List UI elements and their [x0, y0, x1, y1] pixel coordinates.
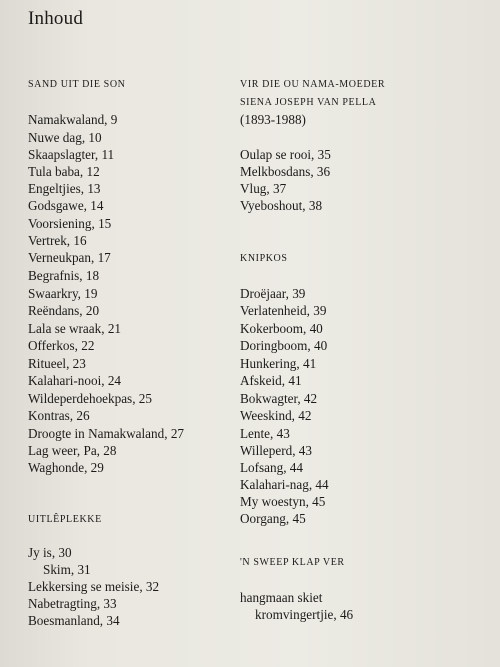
- toc-entry: My woestyn, 45: [240, 494, 326, 509]
- section-heading-knipkos: KNIPKOS: [240, 253, 288, 264]
- toc-entry: Kontras, 26: [28, 408, 90, 423]
- page-title: Inhoud: [28, 8, 84, 29]
- toc-entry: Oulap se rooi, 35: [240, 147, 331, 162]
- toc-entry: Swaarkry, 19: [28, 286, 98, 301]
- toc-entry: Vertrek, 16: [28, 233, 87, 248]
- toc-entry: Kalahari-nag, 44: [240, 477, 329, 492]
- toc-entry: Lekkersing se meisie, 32: [28, 579, 160, 594]
- toc-entry: Godsgawe, 14: [28, 198, 104, 213]
- toc-entry: Bokwagter, 42: [240, 391, 318, 406]
- toc-entry: Engeltjies, 13: [28, 181, 101, 196]
- toc-entry: Afskeid, 41: [240, 373, 302, 388]
- toc-entry: Tula baba, 12: [28, 164, 100, 179]
- toc-entry: kromvingertjie, 46: [255, 607, 354, 622]
- dedication-years: (1893-1988): [240, 112, 306, 127]
- toc-entry: Willeperd, 43: [240, 443, 312, 458]
- toc-entry: Verneukpan, 17: [28, 250, 111, 265]
- toc-entry: Nuwe dag, 10: [28, 130, 102, 145]
- toc-entry: Begrafnis, 18: [28, 268, 100, 283]
- toc-entry: Boesmanland, 34: [28, 613, 120, 628]
- toc-entry: Droogte in Namakwaland, 27: [28, 426, 185, 441]
- toc-entry: Hunkering, 41: [240, 356, 317, 371]
- toc-entry: hangmaan skiet: [240, 590, 323, 605]
- toc-entry: Ritueel, 23: [28, 356, 86, 371]
- toc-entry: Nabetragting, 33: [28, 596, 117, 611]
- toc-entry: Vlug, 37: [240, 181, 287, 196]
- section-heading-sand-uit-die-son: SAND UIT DIE SON: [28, 79, 126, 90]
- toc-entry: Waghonde, 29: [28, 460, 104, 475]
- toc-entry: Melkbosdans, 36: [240, 164, 331, 179]
- toc-entry: Namakwaland, 9: [28, 112, 118, 127]
- toc-entry: Lag weer, Pa, 28: [28, 443, 117, 458]
- section-heading-dedication: VIR DIE OU NAMA-MOEDER: [240, 79, 386, 90]
- toc-entry: Vyeboshout, 38: [240, 198, 323, 213]
- toc-entry: Skim, 31: [43, 562, 91, 577]
- toc-entry: Verlatenheid, 39: [240, 303, 327, 318]
- toc-entry: Kokerboom, 40: [240, 321, 323, 336]
- toc-entry: Reëndans, 20: [28, 303, 100, 318]
- toc-entry: Voorsiening, 15: [28, 216, 112, 231]
- section-heading-uitleplekke: UITLÊPLEKKE: [28, 514, 102, 525]
- toc-entry: Jy is, 30: [28, 545, 72, 560]
- toc-entry: Wildeperdehoekpas, 25: [28, 391, 152, 406]
- toc-entry: Lala se wraak, 21: [28, 321, 122, 336]
- toc-entry: Weeskind, 42: [240, 408, 312, 423]
- toc-entry: Droëjaar, 39: [240, 286, 306, 301]
- toc-entry: Kalahari-nooi, 24: [28, 373, 122, 388]
- section-heading-dedication-name: SIENA JOSEPH VAN PELLA: [240, 97, 377, 108]
- toc-entry: Doringboom, 40: [240, 338, 328, 353]
- toc-entry: Lofsang, 44: [240, 460, 303, 475]
- toc-entry: Oorgang, 45: [240, 511, 306, 526]
- toc-entry: Lente, 43: [240, 426, 290, 441]
- toc-entry: Offerkos, 22: [28, 338, 95, 353]
- section-heading-n-sweep-klap-ver: 'N SWEEP KLAP VER: [240, 557, 345, 568]
- toc-entry: Skaapslagter, 11: [28, 147, 115, 162]
